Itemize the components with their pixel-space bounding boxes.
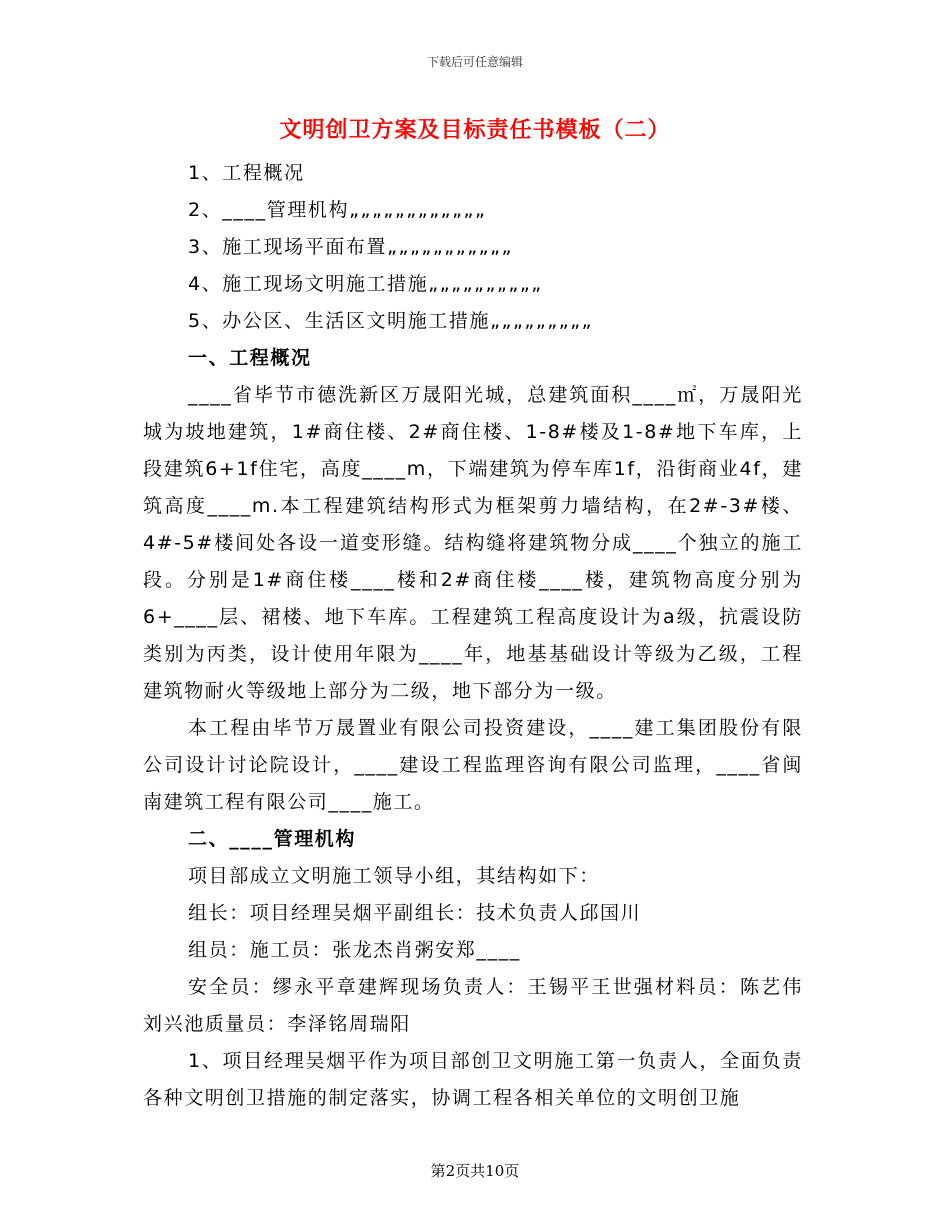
toc-item-4: 4、施工现场文明施工措施„„„„„„„„„„ (188, 273, 543, 295)
page-footer: 第2页共10页 (430, 1162, 520, 1180)
group-leader-line: 组长：项目经理吴烟平副组长：技术负责人邱国川 (188, 902, 642, 924)
leadership-group-intro: 项目部成立文明施工领导小组，其结构如下： (188, 865, 601, 887)
manager-duty-paragraph: 1、项目经理吴烟平作为项目部创卫文明施工第一负责人，全面负责各种文明创卫措施的制定落实，协调工程各相关单位的文明创卫施 (143, 1050, 803, 1109)
construction-parties-paragraph: 本工程由毕节万晟置业有限公司投资建设，____建工集团股份有限公司设计讨论院设计，____建设工程监理咨询有限公司监理，____省闽南建筑工程有限公司____施工。 (143, 717, 803, 813)
document-title: 文明创卫方案及目标责任书模板（二） (279, 118, 671, 143)
group-members-line: 组员：施工员：张龙杰肖粥安郑____ (188, 939, 521, 961)
toc-item-3: 3、施工现场平面布置„„„„„„„„„„„ (188, 236, 513, 258)
staff-roles-paragraph: 安全员：缪永平章建辉现场负责人：王锡平王世强材料员：陈艺伟刘兴池质量员：李泽铭周瑞阳 (143, 976, 803, 1035)
section-heading-management: 二、____管理机构 (188, 828, 357, 850)
header-note: 下载后可任意编辑 (426, 55, 523, 69)
toc-item-1: 1、工程概况 (188, 162, 305, 184)
toc-item-2: 2、____管理机构„„„„„„„„„„„„ (188, 199, 487, 221)
document-body (143, 155, 803, 1117)
section-heading-overview: 一、工程概况 (188, 347, 312, 369)
overview-paragraph: ____省毕节市德洗新区万晟阳光城，总建筑面积____㎡，万晟阳光城为坡地建筑，1#商住楼、2#商住楼、1-8#楼及1-8#地下车库，上段建筑6+1f住宅，高度____m，下端建筑为停车库1f，沿街商业4f，建筑高度____m.本工程建筑结构形式为框架剪力墙结构，在2#-3#楼、4#-5#楼间处各设一道变形缝。结构缝将建筑物分成____个独立的施工段。分别是1#商住楼____楼和2#商住楼____楼，建筑物高度分别为6+____层、裙楼、地下车库。工程建筑工程高度设计为a级，抗震设防类别为丙类，设计使用年限为____年，地基基础设计等级为乙级，工程建筑物耐火等级地上部分为二级，地下部分为一级。 (143, 384, 803, 702)
toc-item-5: 5、办公区、生活区文明施工措施„„„„„„„„„ (188, 310, 594, 332)
